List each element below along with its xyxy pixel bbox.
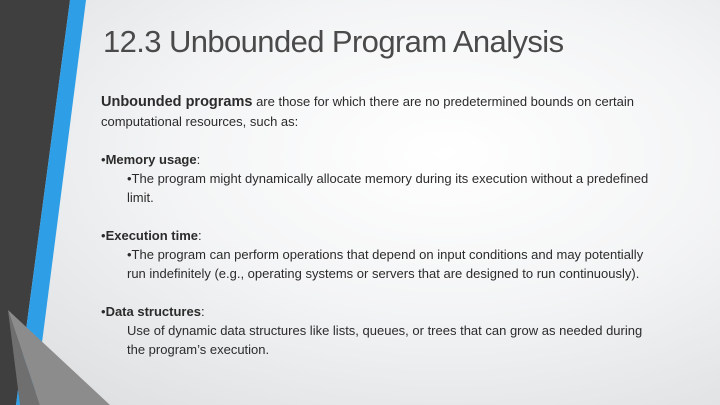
section-detail: •The program can perform operations that depend on input conditions and may potentially run indefinitely (e.g., operating systems or servers that are designed to run continuously). (127, 247, 644, 281)
section-detail: •The program might dynamically allocate memory during its execution without a predefined limit. (127, 171, 649, 205)
bullet: • (101, 228, 106, 243)
section-memory-usage (101, 150, 661, 207)
section-heading (101, 150, 661, 169)
bullet: • (101, 152, 106, 167)
section-suffix: : (198, 228, 202, 243)
bullet: • (101, 304, 106, 319)
section-suffix: : (200, 304, 205, 319)
section-heading (101, 302, 661, 321)
intro-paragraph (101, 92, 661, 131)
section-label: Memory usage (105, 152, 197, 167)
intro-term: Unbounded programs (101, 94, 253, 110)
slide-body (101, 92, 661, 359)
decorative-stripes (0, 0, 110, 405)
section-detail: Use of dynamic data structures like lists, queues, or trees that can grow as needed during the program’s execution. (127, 323, 643, 357)
slide-title: 12.3 Unbounded Program Analysis (103, 24, 564, 59)
intro-text: are those for which there are no predetermined bounds on certain computational resources, such as: (101, 94, 635, 129)
section-data-structures (101, 302, 661, 359)
section-label: Data structures (105, 304, 201, 319)
section-suffix: : (196, 152, 201, 167)
section-label: Execution time (105, 228, 199, 243)
section-execution-time (101, 226, 661, 283)
section-heading (101, 226, 661, 245)
